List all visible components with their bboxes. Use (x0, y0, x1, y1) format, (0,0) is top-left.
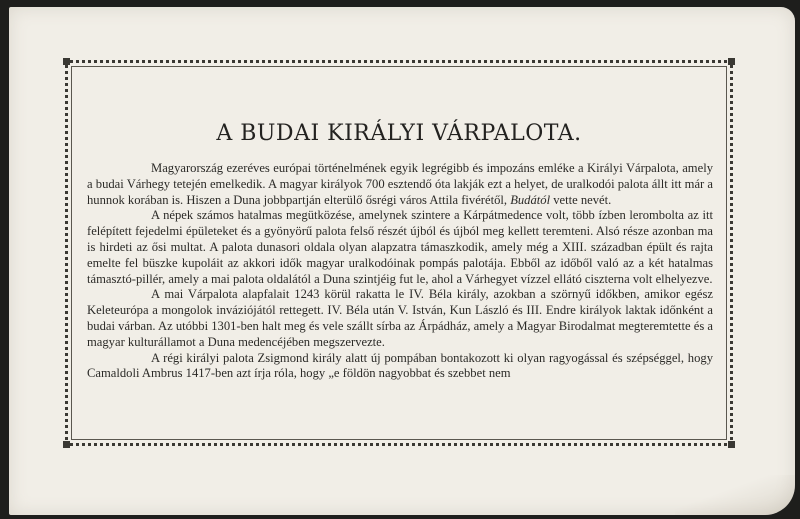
paragraph-2: A népek számos hatalmas megütközése, amelynek szintere a Kárpátmedence volt, több ízben lerombolta az itt felépített fejedelmi épületeket és a gyönyörű palota felső részét újból és újból meg kellett teremteni. Alsó része azonban ma is hirdeti az ősi multat. A palota dunasori oldala olyan alapzatra támaszkodik, amely még a XIII. században épült és rajta emelte fel büszke kupoláit az akkori idők magyar uralkodóinak pompás palotája. Ebből az időből való az a két hatalmas támasztó-pillér, amely a mai palota oldalától a Duna szintjéig fut le, ahol a Várhegyet vízzel ellátó ciszterna volt elhelyezve. (87, 208, 713, 286)
border-corner-ornament (728, 58, 735, 65)
border-corner-ornament (63, 58, 70, 65)
paragraph-1-tail: vette nevét. (550, 192, 612, 207)
ornamental-border (65, 60, 733, 446)
paragraph-4: A régi királyi palota Zsigmond király alatt új pompában bontakozott ki olyan ragyogással és szépséggel, hogy Camaldoli Ambrus 1417-ben azt írja róla, hogy „e földön nagyobbat és szebbet nem (87, 350, 713, 381)
body-text (87, 161, 713, 382)
paragraph-1-text: Magyarország ezeréves európai történelmének egyik legrégibb és impozáns emléke a Királyi Várpalota, amely a budai Várhegy tetején emelkedik. A magyar királyok 700 esztendő óta lakják ezt a helyet, de uralkodói palota állt itt már a hunnok korában is. Hiszen a Duna jobbpartján elterülő ősrégi város Attila fivérétől, (87, 161, 713, 207)
page-title: A BUDAI KIRÁLYI VÁRPALOTA. (216, 121, 582, 146)
book-page (9, 7, 795, 515)
paragraph-3: A mai Várpalota alapfalait 1243 körül rakatta le IV. Béla király, azokban a szörnyű időkben, amikor egész Keleteurópa a mongolok inváziójától rettegett. IV. Béla után V. István, Kun László és III. Endre királyok laktak időnként a budai várban. Az utóbbi 1301-ben halt meg és vele szállt sírba az Árpádház, amely a Magyar Birodalmat megteremtette és a magyar kulturállamot a Duna medencéjében megszervezte. (87, 287, 713, 349)
border-corner-ornament (63, 441, 70, 448)
border-corner-ornament (728, 441, 735, 448)
paragraph-1 (87, 161, 713, 208)
paragraph-1-emphasis: Budától (510, 192, 551, 207)
